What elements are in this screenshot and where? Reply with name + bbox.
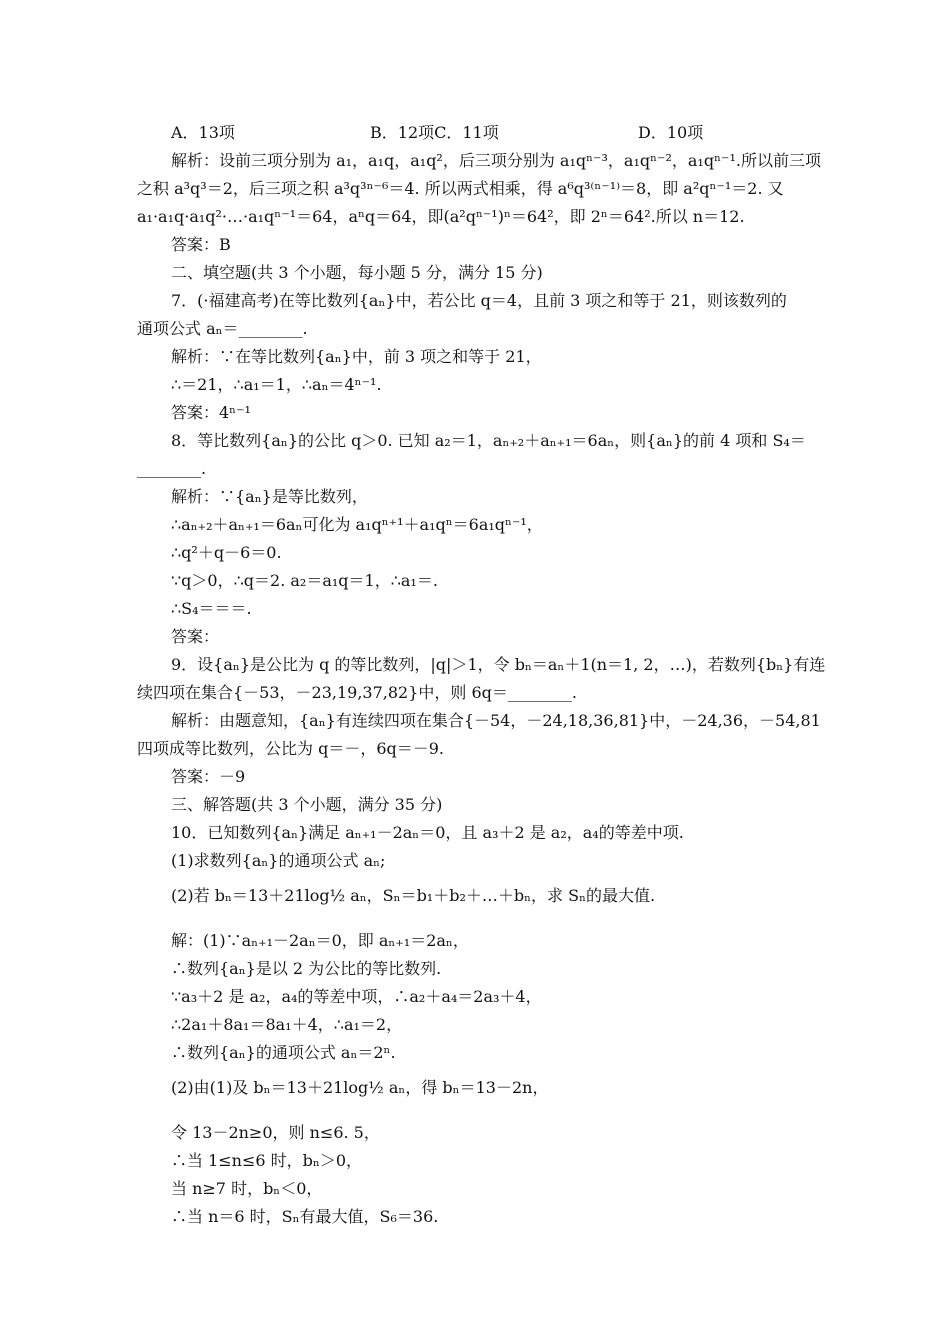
q8-analysis-line: ∵q＞0，∴q＝2. a₂＝a₁q＝1，∴a₁＝. [171, 571, 438, 590]
q10-solution-line: ∴数列{aₙ}是以 2 为公比的等比数列. [171, 959, 442, 978]
q8-answer: 答案： [171, 627, 220, 646]
option-a: A．13项 [171, 123, 235, 142]
section-heading: 二、填空题(共 3 个小题，每小题 5 分，满分 15 分) [171, 263, 543, 282]
q7-analysis-line: ∴＝21，∴a₁＝1，∴aₙ＝4ⁿ⁻¹. [171, 375, 382, 394]
q10-solution-line: (2)由(1)及 bₙ＝13＋21log½ aₙ，得 bₙ＝13－2n， [171, 1078, 549, 1097]
q10-solution-line: ∴数列{aₙ}的通项公式 aₙ＝2ⁿ. [171, 1043, 396, 1062]
q9-analysis-line: 解析：由题意知，{aₙ}有连续四项在集合{－54，－24,18,36,81}中，－24,36，－54,81 [171, 711, 821, 730]
q6-analysis-line: a₁·a₁q·a₁q²·…·a₁qⁿ⁻¹＝64，aⁿq＝64，即(a²qⁿ⁻¹)ⁿ＝64²，即 2ⁿ＝64².所以 n＝12. [137, 207, 745, 226]
q9-stem-line: 续四项在集合{－53，－23,19,37,82}中，则 6q＝________. [137, 683, 578, 702]
q6-analysis-line: 解析：设前三项分别为 a₁，a₁q，a₁q²，后三项分别为 a₁qⁿ⁻³，a₁qⁿ⁻²，a₁qⁿ⁻¹.所以前三项 [171, 151, 821, 170]
q8-analysis-line: ∴S₄＝＝＝. [171, 599, 252, 618]
q8-analysis-line: ∴aₙ₊₂＋aₙ₊₁＝6aₙ可化为 a₁qⁿ⁺¹＋a₁qⁿ＝6a₁qⁿ⁻¹， [171, 515, 543, 534]
q8-stem-line: 8．等比数列{aₙ}的公比 q＞0. 已知 a₂＝1，aₙ₊₂＋aₙ₊₁＝6aₙ，则{aₙ}的前 4 项和 S₄＝ [171, 431, 806, 450]
q7-stem-line: 7．(·福建高考)在等比数列{aₙ}中，若公比 q＝4，且前 3 项之和等于 21，则该数列的 [171, 291, 787, 310]
q10-solution-line: 当 n≥7 时，bₙ＜0， [171, 1179, 323, 1198]
q10-solution-line: ∴当 n＝6 时，Sₙ有最大值，S₆＝36. [171, 1207, 439, 1226]
option-b-c: B．12项C．11项 [370, 123, 499, 142]
q10-solution-line: ∵a₃＋2 是 a₂，a₄的等差中项，∴a₂＋a₄＝2a₃＋4， [171, 987, 542, 1006]
q8-analysis-line: 解析：∵{aₙ}是等比数列， [171, 487, 368, 506]
q9-stem-line: 9．设{aₙ}是公比为 q 的等比数列，|q|＞1，令 bₙ＝aₙ＋1(n＝1, 2，…)，若数列{bₙ}有连 [171, 655, 826, 674]
section-heading: 三、解答题(共 3 个小题，满分 35 分) [171, 795, 443, 814]
q10-solution-line: ∴2a₁＋8a₁＝8a₁＋4，∴a₁＝2， [171, 1015, 403, 1034]
q8-analysis-line: ∴q²＋q－6＝0. [171, 543, 282, 562]
q9-analysis-line: 四项成等比数列，公比为 q＝－，6q＝－9. [137, 739, 445, 758]
q10-part1: (1)求数列{aₙ}的通项公式 aₙ; [171, 851, 386, 870]
option-d: D．10项 [638, 123, 704, 142]
q8-stem-line: ________. [137, 459, 207, 478]
q6-analysis-line: 之积 a³q³＝2，后三项之积 a³q³ⁿ⁻⁶＝4. 所以两式相乘，得 a⁶q³⁽ⁿ⁻¹⁾＝8，即 a²qⁿ⁻¹＝2. 又 [137, 179, 784, 198]
q10-solution-line: ∴当 1≤n≤6 时，bₙ＞0， [171, 1151, 362, 1170]
q7-stem-line: 通项公式 aₙ＝________. [137, 319, 308, 338]
q7-answer: 答案：4ⁿ⁻¹ [171, 403, 251, 422]
q6-answer: 答案：B [171, 235, 231, 254]
q10-part2: (2)若 bₙ＝13＋21log½ aₙ，Sₙ＝b₁＋b₂＋…＋bₙ，求 Sₙ的最大值. [171, 886, 656, 905]
q10-stem: 10．已知数列{aₙ}满足 aₙ₊₁－2aₙ＝0，且 a₃＋2 是 a₂，a₄的等差中项. [171, 823, 684, 842]
q10-solution-line: 解：(1)∵aₙ₊₁－2aₙ＝0，即 aₙ₊₁＝2aₙ， [171, 931, 469, 950]
q10-solution-line: 令 13－2n≥0，则 n≤6. 5， [171, 1123, 380, 1142]
q9-answer: 答案：－9 [171, 767, 246, 786]
q7-analysis-line: 解析：∵在等比数列{aₙ}中，前 3 项之和等于 21， [171, 347, 542, 366]
